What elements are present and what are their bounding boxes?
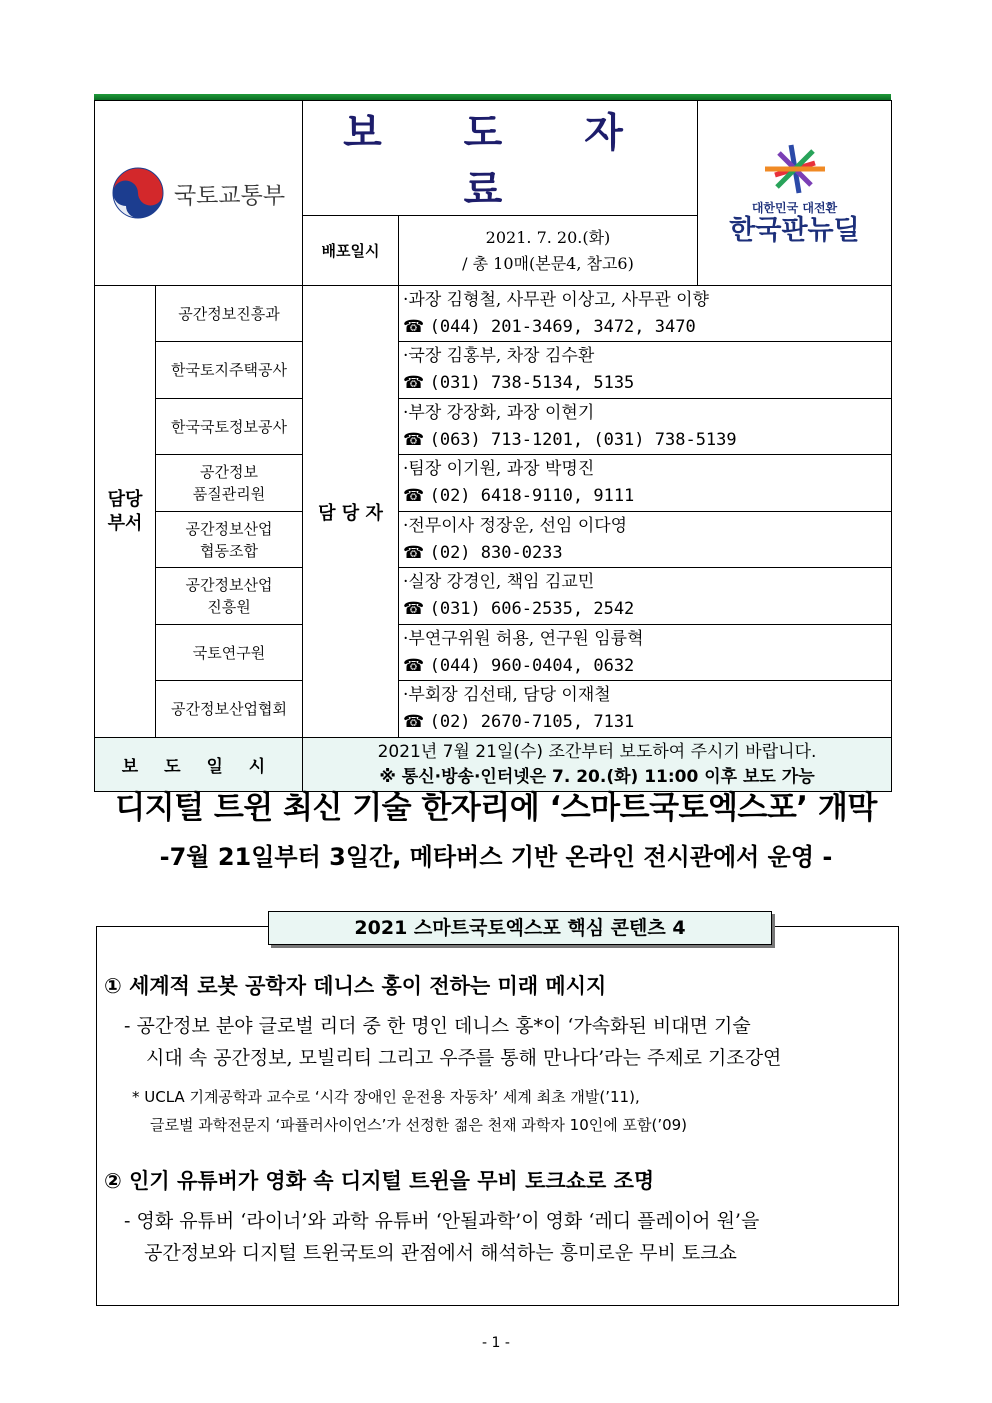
contact-phone-line — [403, 596, 891, 623]
item-heading: ① 세계적 로봇 공학자 데니스 홍이 전하는 미래 메시지 — [104, 974, 607, 998]
dept-name: 한국토지주택공사 — [156, 342, 303, 399]
dept-name: 공간정보산업협회 — [156, 681, 303, 738]
contact-people: ·부연구위원 허용, 연구원 임륭혁 — [403, 628, 644, 649]
report-time-line2: ※ 통신·방송·인터넷은 7. 20.(화) 11:00 이후 보도 가능 — [379, 766, 815, 787]
contact-phone-line — [403, 653, 891, 680]
contact-cell — [399, 568, 892, 625]
contact-people: ·국장 김홍부, 차장 김수환 — [403, 346, 595, 366]
contact-phone-line — [403, 483, 891, 510]
phone-icon: ☎ — [403, 429, 425, 450]
item-body — [124, 1010, 894, 1074]
contact-phone: (044) 201-3469, 3472, 3470 — [429, 316, 696, 337]
item-note — [132, 1083, 894, 1139]
item-heading: ② 인기 유튜버가 영화 속 디지털 트윈을 무비 토크쇼로 조명 — [104, 1169, 655, 1193]
item-body-line: - 영화 유튜버 ‘라이너’와 과학 유튜버 ‘안될과학’이 영화 ‘레디 플레이어 원’을 — [124, 1210, 760, 1232]
phone-icon: ☎ — [403, 316, 425, 337]
content-box-title: 2021 스마트국토엑스포 핵심 콘텐츠 4 — [268, 911, 772, 945]
contact-people: ·팀장 이기원, 과장 박명진 — [403, 459, 595, 479]
document-title: 보 도 자 료 — [303, 101, 698, 216]
item-note-line: 글로벌 과학전문지 ‘파퓰러사이언스’가 선정한 젊은 천재 과학자 10인에 포함(’09) — [150, 1116, 688, 1134]
contact-cell — [399, 342, 892, 399]
phone-icon: ☎ — [403, 486, 425, 506]
ministry-emblem-icon — [112, 167, 164, 219]
ministry-logo-cell — [95, 101, 303, 286]
dept-name: 공간정보진흥과 — [156, 286, 303, 342]
report-time-line1: 2021년 7월 21일(수) 조간부터 보도하여 주시기 바랍니다. — [377, 741, 817, 762]
contact-cell — [399, 625, 892, 681]
contact-cell — [399, 681, 892, 738]
phone-icon: ☎ — [403, 655, 425, 676]
contact-people: ·부장 강장화, 과장 이현기 — [403, 402, 595, 423]
contact-phone-line — [403, 540, 891, 567]
dept-label-text: 담당 부서 — [107, 488, 143, 534]
contact-people: ·전무이사 정장운, 선임 이다영 — [403, 515, 628, 536]
distribution-pages: / 총 10매(본문4, 참고6) — [462, 253, 634, 273]
contact-cell — [399, 455, 892, 512]
contact-people: ·과장 김형철, 사무관 이상고, 사무관 이향 — [403, 289, 709, 310]
dept-name: 한국국토정보공사 — [156, 399, 303, 455]
contact-phone: (044) 960-0404, 0632 — [429, 655, 635, 676]
contact-phone: (02) 2670-7105, 7131 — [429, 712, 635, 732]
item-note-line: * UCLA 기계공학과 교수로 ‘시각 장애인 운전용 자동차’ 세계 최초 개발(’11), — [132, 1088, 640, 1106]
distribution-date: 2021. 7. 20.(화) — [485, 227, 611, 247]
contact-cell — [399, 286, 892, 342]
report-time-label: 보 도 일 시 — [95, 738, 303, 792]
dept-name: 공간정보산업 협동조합 — [156, 512, 303, 568]
distribution-info — [399, 216, 698, 286]
item-body-line: 공간정보와 디지털 트윈국토의 관점에서 해석하는 흥미로운 무비 토크쇼 — [144, 1242, 737, 1264]
phone-icon: ☎ — [403, 712, 425, 732]
contact-people: ·부회장 김선태, 담당 이재철 — [403, 685, 611, 705]
contact-phone: (02) 6418-9110, 9111 — [429, 486, 635, 506]
headline: 디지털 트윈 최신 기술 한자리에 ‘스마트국토엑스포’ 개막 — [115, 790, 877, 826]
contact-phone: (063) 713-1201, (031) 738-5139 — [429, 429, 737, 450]
subheadline: -7월 21일부터 3일간, 메타버스 기반 온라인 전시관에서 운영 - — [159, 843, 833, 871]
distribution-label: 배포일시 — [303, 216, 399, 286]
contact-phone-line — [403, 370, 891, 397]
item-body — [124, 1205, 894, 1269]
dept-label — [95, 286, 156, 738]
newdeal-logo-cell — [698, 101, 892, 286]
contact-label: 담 당 자 — [303, 286, 399, 738]
press-release-header — [94, 94, 891, 787]
item-body-line: 시대 속 공간정보, 모빌리티 그리고 우주를 통해 만나다’라는 주제로 기조강연 — [146, 1047, 782, 1069]
phone-icon: ☎ — [403, 599, 425, 619]
dept-name: 공간정보 품질관리원 — [156, 455, 303, 512]
contact-cell — [399, 399, 892, 455]
contact-phone-line — [403, 427, 891, 454]
contact-phone: (031) 606-2535, 2542 — [429, 599, 635, 619]
contact-phone: (031) 738-5134, 5135 — [429, 373, 635, 393]
phone-icon: ☎ — [403, 542, 425, 563]
newdeal-tagline: 대한민국 대전환 — [751, 200, 838, 215]
item-body-line: - 공간정보 분야 글로벌 리더 중 한 명인 데니스 홍*이 ‘가속화된 비대면 기술 — [124, 1015, 751, 1037]
dept-name: 공간정보산업 진흥원 — [156, 568, 303, 625]
contact-people: ·실장 강경인, 책임 김교민 — [403, 572, 595, 592]
header-table — [94, 100, 892, 792]
contact-phone-line — [403, 314, 891, 341]
page-number: - 1 - — [482, 1335, 510, 1351]
newdeal-name: 한국판뉴딜 — [729, 214, 860, 246]
ministry-name: 국토교통부 — [173, 182, 286, 209]
dept-name: 국토연구원 — [156, 625, 303, 681]
contact-phone: (02) 830-0233 — [429, 542, 563, 563]
contact-phone-line — [403, 709, 891, 736]
contact-cell — [399, 512, 892, 568]
newdeal-star-icon — [755, 141, 835, 197]
phone-icon: ☎ — [403, 373, 425, 393]
